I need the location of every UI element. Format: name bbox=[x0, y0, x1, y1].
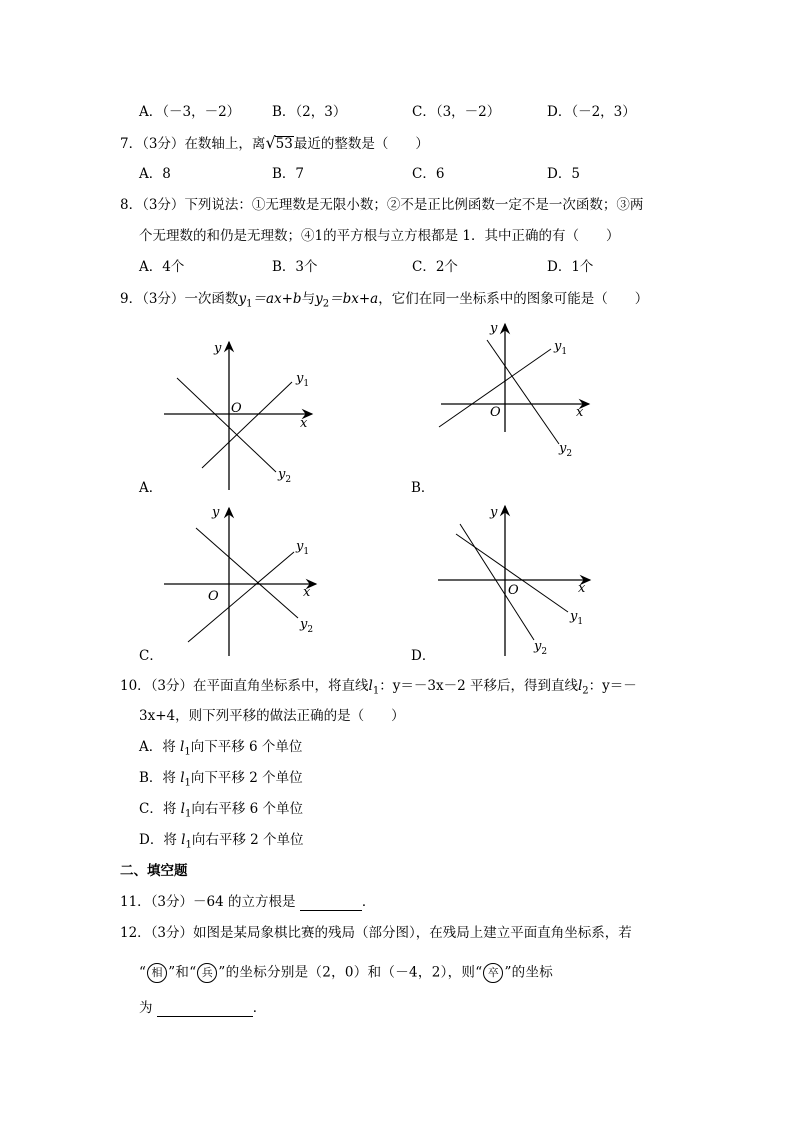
q9-y1-sub: 1 bbox=[246, 298, 253, 310]
graph-c bbox=[164, 505, 316, 656]
graph-b-y-label: y bbox=[490, 321, 498, 336]
q10-line1-b: ：y＝－3x－2 平移后，得到直线 bbox=[379, 678, 578, 694]
q7-score: （3分） bbox=[142, 136, 185, 152]
q7-radicand: 53 bbox=[275, 136, 293, 152]
q10-number: 10． bbox=[120, 678, 151, 694]
q10-option-c: C．将 $l_1$向右平移 6 个单位 bbox=[139, 801, 303, 820]
q8-score: （3分） bbox=[142, 197, 185, 213]
q8-number: 8． bbox=[120, 197, 143, 213]
graph-c-x-label: x bbox=[303, 585, 311, 600]
q7-option-b: B．7 bbox=[272, 166, 305, 182]
q11-score: （3分） bbox=[150, 894, 194, 910]
q9-text-c: ，它们在同一坐标系中的图象可能是（ ） bbox=[378, 291, 649, 307]
q12-stem-line3: 为 ． bbox=[139, 1000, 267, 1016]
q10-line1-c: ：y＝－ bbox=[588, 678, 637, 694]
graph-c-line-y1 bbox=[188, 552, 294, 642]
q9-stem bbox=[120, 290, 648, 314]
q7-text-after: 最近的整数是（ ） bbox=[293, 136, 429, 152]
graph-a-origin: O bbox=[231, 401, 242, 416]
q7-text-before: 在数轴上，离 bbox=[184, 136, 266, 152]
q6-option-c: C．（3，－2） bbox=[412, 104, 501, 120]
graph-d-line-y1 bbox=[456, 534, 568, 612]
q9-eq1: ＝ax+b bbox=[252, 291, 302, 307]
q8-option-d: D．1个 bbox=[547, 259, 594, 275]
q8-stem-line1 bbox=[120, 196, 643, 214]
graph-d-y2-label: $y_2$ bbox=[534, 639, 548, 657]
graph-a-line-y2 bbox=[177, 378, 276, 472]
graph-b-line-y2 bbox=[487, 340, 559, 444]
graph-c-y1-label: $y_1$ bbox=[296, 539, 310, 557]
graph-c-line-y2 bbox=[196, 528, 298, 618]
q9-y2-sub: 2 bbox=[322, 298, 330, 310]
graph-d-x-label: x bbox=[578, 581, 586, 596]
q11-stem bbox=[120, 893, 375, 911]
q12-line1: 如图是某局象棋比赛的残局（部分图），在残局上建立平面直角坐标系，若 bbox=[193, 925, 632, 941]
graph-d-line-y2 bbox=[460, 524, 534, 640]
q12-stem-line1 bbox=[120, 924, 632, 942]
graph-a-y1-label: $y_1$ bbox=[296, 371, 310, 389]
graph-c-option: C． bbox=[139, 648, 163, 664]
graph-b-x-label: x bbox=[576, 405, 584, 420]
q8-option-b: B．3个 bbox=[272, 259, 318, 275]
q7-option-c: C．6 bbox=[412, 166, 445, 182]
q9-text-b: 与 bbox=[301, 291, 316, 307]
graph-a bbox=[164, 341, 312, 490]
graph-b-option: B． bbox=[411, 480, 435, 496]
graph-d bbox=[438, 505, 590, 657]
q10-l2: l bbox=[577, 678, 583, 694]
q12-stem-line2: “ 相 ”和“ 兵 ”的坐标分别是（2，0）和（－4，2），则“ 卒 ”的坐标 bbox=[139, 963, 553, 983]
graph-d-y1-label: $y_1$ bbox=[570, 609, 584, 627]
q12-answer-blank[interactable] bbox=[157, 1002, 253, 1017]
q12-number: 12． bbox=[120, 925, 151, 941]
q10-score: （3分） bbox=[150, 678, 194, 694]
q11-number: 11． bbox=[120, 894, 151, 910]
q8-line1: 下列说法：①无理数是无限小数；②不是正比例函数一定不是一次函数；③两 bbox=[184, 197, 644, 213]
q10-l2-sub: 2 bbox=[582, 685, 589, 697]
q9-y2: y bbox=[315, 291, 323, 307]
graph-b bbox=[439, 321, 589, 459]
q7-option-a: A．8 bbox=[139, 166, 171, 182]
q7-number: 7． bbox=[120, 136, 143, 152]
sqrt-sign-icon: √ bbox=[265, 133, 276, 152]
graph-a-y-label: y bbox=[214, 341, 222, 356]
q8-option-c: C．2个 bbox=[412, 259, 458, 275]
q10-option-b: B．将 $l_1$向下平移 2 个单位 bbox=[139, 770, 303, 789]
q10-line1-a: 在平面直角坐标系中，将直线 bbox=[193, 678, 369, 694]
q11-text: －64 的立方根是 bbox=[193, 894, 296, 910]
graph-a-option: A． bbox=[139, 480, 163, 496]
graph-a-y2-label: $y_2$ bbox=[278, 467, 292, 485]
section-title: 二、填空题 bbox=[120, 863, 188, 879]
graph-c-origin: O bbox=[208, 589, 219, 604]
q8-option-a: A．4个 bbox=[139, 259, 185, 275]
q10-option-a: A．将 $l_1$向下平移 6 个单位 bbox=[139, 739, 303, 758]
graph-c-y-label: y bbox=[212, 505, 220, 520]
q10-stem-line2: 3x+4，则下列平移的做法正确的是（ ） bbox=[139, 708, 405, 724]
q7-option-d: D．5 bbox=[547, 166, 580, 182]
q6-option-b: B．（2，3） bbox=[272, 104, 347, 120]
q6-option-a: A．（－3，－2） bbox=[139, 104, 241, 120]
chess-piece-xiang-icon: 相 bbox=[147, 963, 167, 983]
q11-answer-blank[interactable] bbox=[300, 896, 362, 911]
graph-b-origin: O bbox=[490, 405, 501, 420]
q9-number: 9． bbox=[120, 291, 143, 307]
q9-text-a: 一次函数 bbox=[184, 291, 239, 307]
graph-b-y1-label: $y_1$ bbox=[554, 339, 568, 357]
q9-score: （3分） bbox=[142, 291, 185, 307]
q10-stem-line1 bbox=[120, 677, 637, 701]
graph-a-x-label: x bbox=[300, 416, 308, 431]
q12-score: （3分） bbox=[150, 925, 194, 941]
q11-end: ． bbox=[361, 894, 376, 910]
q9-graphs bbox=[0, 320, 794, 680]
q6-option-d: D．（－2，3） bbox=[547, 104, 636, 120]
graph-d-y-label: y bbox=[490, 505, 498, 520]
q10-option-d: D．将 $l_1$向右平移 2 个单位 bbox=[139, 832, 304, 851]
q10-l1: l bbox=[368, 678, 373, 694]
graph-d-option: D． bbox=[411, 648, 436, 664]
graph-a-line-y1 bbox=[202, 382, 292, 468]
q8-stem-line2: 个无理数的和仍是无理数；④1的平方根与立方根都是 1．其中正确的有（ ） bbox=[139, 228, 620, 244]
q9-y1: y bbox=[238, 291, 247, 307]
q9-eq2: ＝bx+a bbox=[329, 291, 379, 307]
q7-stem bbox=[120, 134, 429, 153]
chess-piece-bing-icon: 兵 bbox=[197, 963, 217, 983]
chess-piece-zu-icon: 卒 bbox=[483, 963, 503, 983]
graph-b-y2-label: $y_2$ bbox=[559, 441, 573, 459]
graph-d-origin: O bbox=[508, 583, 519, 598]
q10-l1-sub: 1 bbox=[372, 685, 380, 697]
graph-c-y2-label: $y_2$ bbox=[300, 617, 314, 635]
